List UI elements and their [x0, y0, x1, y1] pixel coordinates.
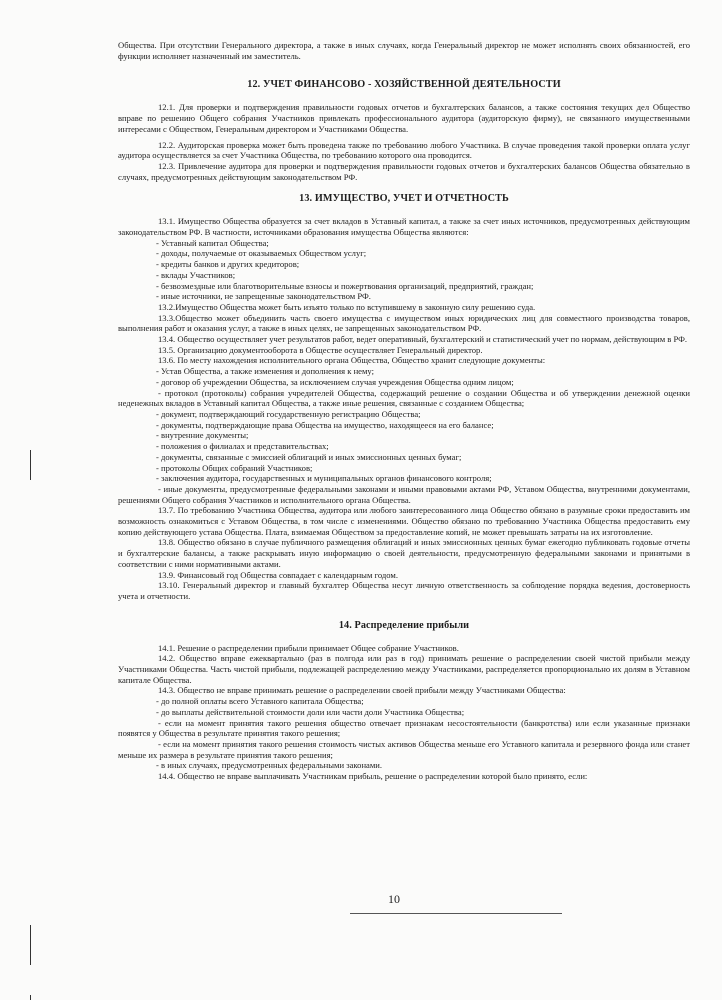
list-item: - кредиты банков и других кредиторов;: [156, 259, 300, 270]
clause-12-3: 12.3. Привлечение аудитора для проверки и подтверждения правильности годовых отчетов и бухгалтерских балансов Общества обязательно в случаях, предусмотренных действующим законодательством РФ.: [118, 160, 690, 182]
intro-paragraph: Общества. При отсутствии Генерального директора, а также в иных случаях, когда Генеральный директор не может исполнять своих обязанностей, его функции исполняет назначенный им заместитель.: [118, 40, 690, 61]
section-13-title: 13. ИМУЩЕСТВО, УЧЕТ И ОТЧЕТНОСТЬ: [299, 193, 509, 205]
list-item: - положения о филиалах и представительствах;: [156, 441, 329, 452]
clause-13-1: 13.1. Имущество Общества образуется за счет вкладов в Уставный капитал, а также за счет иных источников, предусмотренных действующим законодательством РФ. В частности, источниками образования имущества Общества являются:: [118, 216, 690, 238]
list-item: - Уставный капитал Общества;: [156, 237, 269, 248]
clause-13-3: 13.3.Общество может объединить часть своего имущества с имуществом иных юридических лиц для совместного производства товаров, выполнения работ и оказания услуг, а также в иных целях, не запрещенных законодательством РФ.: [118, 312, 690, 334]
clause-14-3: 14.3. Общество не вправе принимать решение о распределении своей прибыли между Участниками Общества:: [158, 685, 566, 696]
section-12-title: 12. УЧЕТ ФИНАНСОВО - ХОЗЯЙСТВЕННОЙ ДЕЯТЕЛЬНОСТИ: [247, 79, 561, 91]
scan-mark: [30, 995, 31, 1000]
list-item: - до полной оплаты всего Уставного капитала Общества;: [156, 696, 364, 707]
list-item: - иные источники, не запрещенные законодательством РФ.: [156, 291, 371, 302]
list-item: - доходы, получаемые от оказываемых Обществом услуг;: [156, 248, 367, 259]
document-body: [118, 40, 690, 782]
clause-14-1: 14.1. Решение о распределении прибыли принимает Общее собрание Участников.: [158, 642, 459, 653]
list-item: - заключения аудитора, государственных и муниципальных органов финансового контроля;: [156, 473, 492, 484]
list-item-bankruptcy: - если на момент принятия такого решения общество отвечает признакам несостоятельности (банкротства) или если указанные признаки появятся у Общества в результате принятия такого решения;: [118, 717, 690, 739]
list-item: - Устав Общества, а также изменения и дополнения к нему;: [156, 366, 374, 377]
clause-13-2: 13.2.Имущество Общества может быть изъято только по вступившему в законную силу решению суда.: [158, 301, 536, 312]
section-14-title: 14. Распределение прибыли: [338, 619, 470, 631]
list-item: - документы, связанные с эмиссией облигаций и иных эмиссионных ценных бумаг;: [156, 451, 462, 462]
page-number: 10: [388, 892, 400, 906]
clause-14-4: 14.4. Общество не вправе выплачивать Участникам прибыль, решение о распределении которой было принято, если:: [158, 771, 588, 782]
list-item: - до выплаты действительной стоимости доли или части доли Участника Общества;: [156, 706, 465, 717]
footer-rule: [350, 913, 562, 914]
clause-13-6: 13.6. По месту нахождения исполнительного органа Общества, Общество хранит следующие документы:: [158, 355, 546, 366]
list-item: - договор об учреждении Общества, за исключением случая учреждения Общества одним лицом;: [156, 376, 514, 387]
clause-12-1: 12.1. Для проверки и подтверждения правильности годовых отчетов и бухгалтерских балансов, а также состояния текущих дел Общество вправе по решению Общего собрания Участников привлекать профессионального аудитора (аудиторскую фирму), не связанного имущественными интересами с Обществом, Генеральным директором и Участниками Общества.: [118, 102, 690, 134]
clause-13-9: 13.9. Финансовый год Общества совпадает с календарным годом.: [158, 569, 398, 580]
clause-14-2: 14.2. Общество вправе ежеквартально (раз в полгода или раз в год) принимать решение о распределении своей чистой прибыли между Участниками Общества. Часть чистой прибыли, подлежащей распределению между Участниками, распределяется пропорционально их долям в Уставном капитале Общества.: [118, 653, 690, 685]
list-item: - вклады Участников;: [156, 269, 236, 280]
list-item: - безвозмездные или благотворительные взносы и пожертвования организаций, предприятий, граждан;: [156, 280, 534, 291]
clause-13-10: 13.10. Генеральный директор и главный бухгалтер Общества несут личную ответственность за соблюдение порядка ведения, достоверность учета и отчетности.: [118, 580, 690, 601]
clause-13-4: 13.4. Общество осуществляет учет результатов работ, ведет оперативный, бухгалтерский и статистический учет по нормам, действующим в РФ.: [158, 334, 688, 345]
list-item-other-documents: - иные документы, предусмотренные федеральными законами и иными правовыми актами РФ, Уставом Общества, внутренними документами, решениями Общего собрания Участников и исполнительного органа Общества.: [118, 483, 690, 505]
clause-13-8: 13.8. Общество обязано в случае публичного размещения облигаций и иных эмиссионных ценных бумаг ежегодно публиковать годовые отчеты и бухгалтерские балансы, а также раскрывать иную информацию о своей деятельности, предусмотренную федеральными законами и принятыми в соответствии с ними нормативными актами.: [118, 537, 690, 569]
scan-mark: [30, 925, 31, 965]
list-item: - внутренние документы;: [156, 430, 249, 441]
list-item-net-assets: - если на момент принятия такого решения стоимость чистых активов Общества меньше его Уставного капитала и резервного фонда или станет меньше их размера в результате принятия такого решения;: [118, 738, 690, 760]
clause-13-5: 13.5. Организацию документооборота в Обществе осуществляет Генеральный директор.: [158, 344, 483, 355]
clause-13-7: 13.7. По требованию Участника Общества, аудитора или любого заинтересованного лица Общество обязано в разумные сроки предоставить им возможность ознакомиться с Уставом Общества, в том числе с изменениями. Общество обязано по требованию Участника Общества предоставить ему копию действующего устава Общества. Плата, взимаемая Обществом за предоставление копий, не может превышать затраты на их изготовление.: [118, 505, 690, 537]
clause-12-2: 12.2. Аудиторская проверка может быть проведена также по требованию любого Участника. В случае проведения такой проверки оплата услуг аудитора осуществляется за счет Участника Общества, по требованию которого она проводится.: [118, 139, 690, 161]
list-item-protocol: - протокол (протоколы) собрания учредителей Общества, содержащий решение о создании Общества и об утверждении денежной оценки неденежных вкладов в Уставный капитал Общества, а также иные решения, связанные с созданием Общества;: [118, 387, 690, 409]
list-item: - протоколы Общих собраний Участников;: [156, 462, 313, 473]
scan-mark: [30, 450, 31, 480]
list-item: - документ, подтверждающий государственную регистрацию Общества;: [156, 408, 421, 419]
list-item: - документы, подтверждающие права Общества на имущество, находящееся на его балансе;: [156, 419, 494, 430]
list-item: - в иных случаях, предусмотренных федеральными законами.: [156, 760, 383, 771]
